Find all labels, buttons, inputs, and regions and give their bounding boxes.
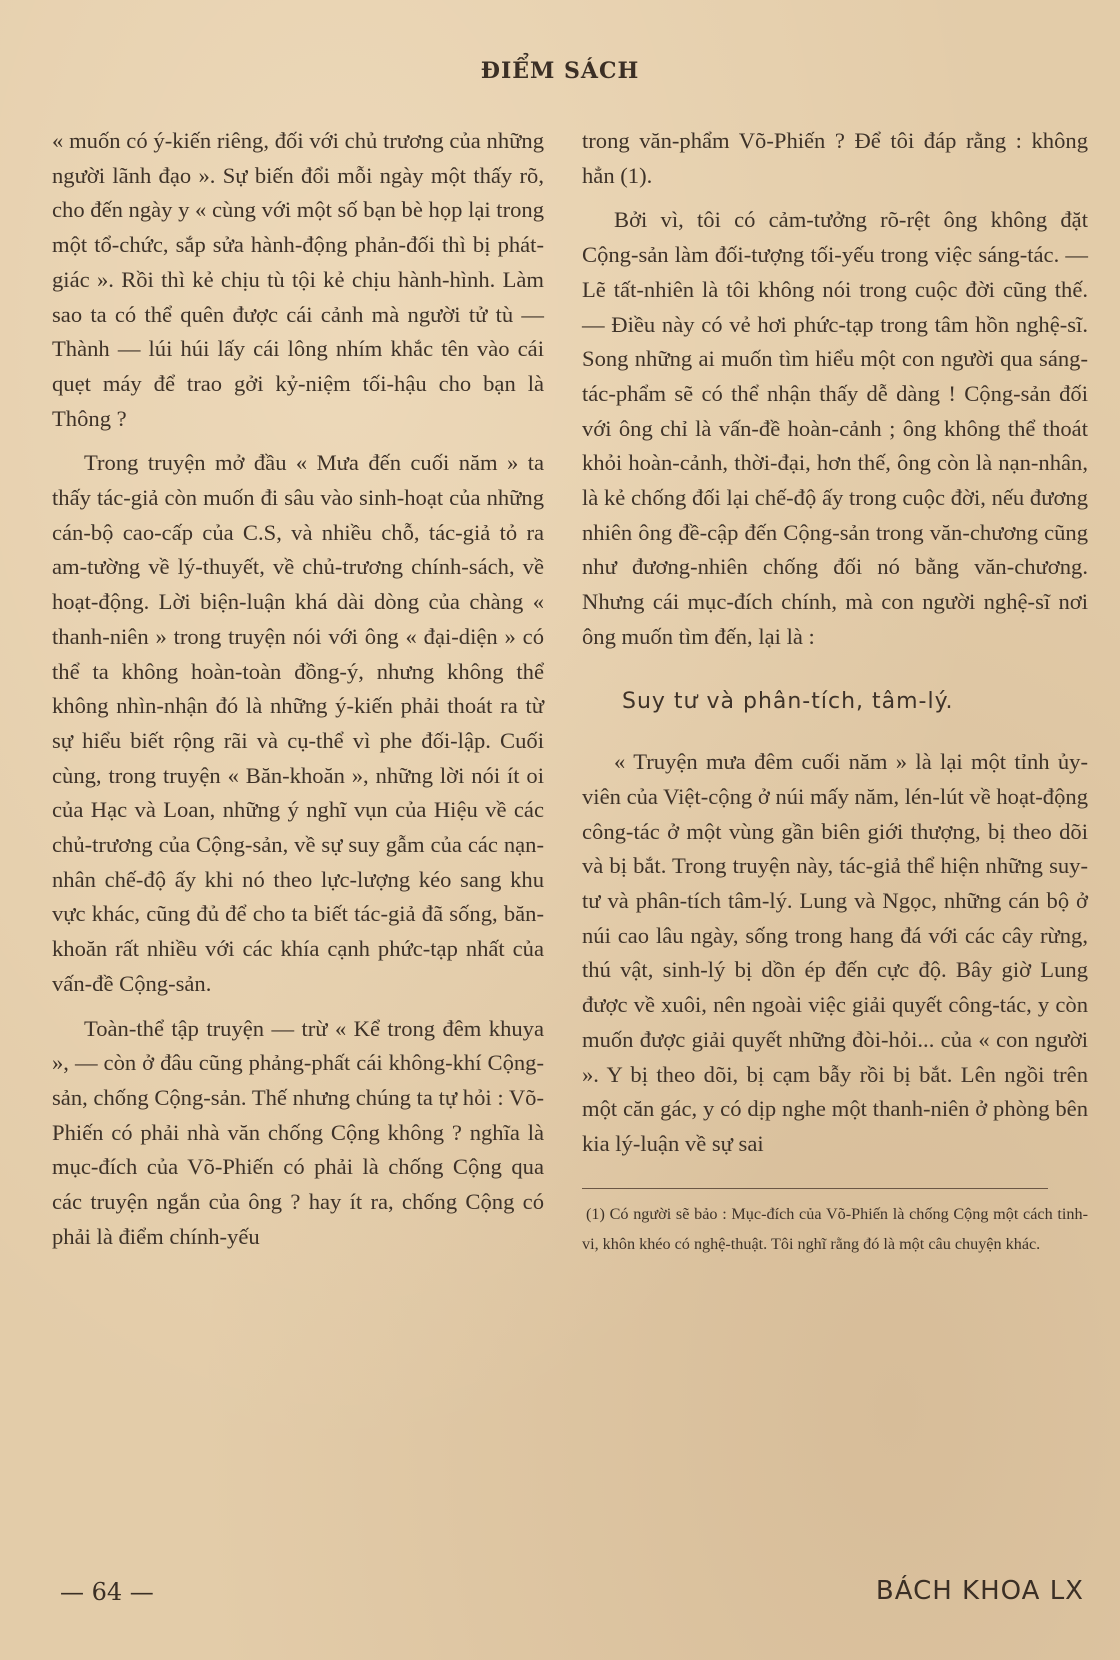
left-paragraph-3: Toàn-thể tập truyện — trừ « Kể trong đêm khuya », — còn ở đâu cũng phảng-phất cái không-khí Cộng-sản, chống Cộng-sản. Thế nhưng chúng ta tự hỏi : Võ-Phiến có phải nhà văn chống Cộng không ? nghĩa là mục-đích của Võ-Phiến có phải là chống Cộng qua các truyện ngắn của ông ? hay ít ra, chống Cộng có phải là điểm chính-yếu <box>52 1015 544 1249</box>
running-head: ĐIỂM SÁCH <box>480 58 640 84</box>
right-column <box>582 124 1088 1259</box>
left-paragraph-1: « muốn có ý-kiến riêng, đối với chủ trương của những người lãnh đạo ». Sự biến đổi mỗi ngày một thấy rõ, cho đến ngày y « cùng với một số bạn bè họp lại trong một tổ-chức, sắp sửa hành-động phản-đối thì bị phát-giác ». Rồi thì kẻ chịu tù tội kẻ chịu hành-hình. Làm sao ta có thể quên được cái cảnh mà người tử tù — Thành — lúi húi lấy cái lông nhím khắc tên vào cái quẹt máy để trao gởi kỷ-niệm tối-hậu cho bạn là Thông ? <box>52 128 544 431</box>
footnote: (1) Có người sẽ bảo : Mục-đích của Võ-Phiến là chống Cộng một cách tinh-vi, khôn khéo có nghệ-thuật. Tôi nghĩ rằng đó là một câu chuyện khác. <box>582 1204 1088 1253</box>
section-heading: Suy tư và phân-tích, tâm-lý. <box>622 688 954 714</box>
right-paragraph-3: « Truyện mưa đêm cuối năm » là lại một tỉnh ủy-viên của Việt-cộng ở núi mấy năm, lén-lút về hoạt-động công-tác ở một vùng gần biên giới thượng, bị theo dõi và bị bắt. Trong truyện này, tác-giả thể hiện những suy-tư và phân-tích tâm-lý. Lung và Ngọc, những cán bộ ở núi cao lâu ngày, sống trong hang đá với các cây rừng, thú vật, sinh-lý bị dồn ép đến cực độ. Bây giờ Lung được về xuôi, nên ngoài việc giải quyết công-tác, y còn muốn được giải quyết những đòi-hỏi... của « con người ». Y bị theo dõi, bị cạm bẫy rồi bị bắt. Lên ngồi trên một căn gác, y có dịp nghe một thanh-niên ở phòng bên kia lý-luận về sự sai <box>582 749 1088 1156</box>
magazine-title: BÁCH KHOA LX <box>875 1576 1084 1606</box>
footnote-divider <box>582 1188 1048 1189</box>
right-paragraph-2: Bởi vì, tôi có cảm-tưởng rõ-rệt ông không đặt Cộng-sản làm đối-tượng tối-yếu trong việc sáng-tác. — Lẽ tất-nhiên là tôi không nói trong cuộc đời cũng thế. — Điều này có vẻ hơi phức-tạp trong tâm hồn nghệ-sĩ. Song những ai muốn tìm hiểu một con người qua sáng-tác-phẩm sẽ có thể nhận thấy dễ dàng ! Cộng-sản đối với ông chỉ là vấn-đề hoàn-cảnh ; ông không thể thoát khỏi hoàn-cảnh, thời-đại, hơn thế, ông còn là nạn-nhân, là kẻ chống đối lại chế-độ ấy trong cuộc đời, nếu đương nhiên ông đề-cập đến Cộng-sản trong văn-chương cũng như đương-nhiên chống đối nó bằng văn-chương. Nhưng cái mục-đích chính, mà con người nghệ-sĩ nơi ông muốn tìm đến, lại là : <box>582 207 1088 649</box>
right-paragraph-1: trong văn-phẩm Võ-Phiến ? Để tôi đáp rằng : không hẳn (1). <box>582 128 1088 188</box>
left-column <box>52 124 544 1255</box>
left-paragraph-2: Trong truyện mở đầu « Mưa đến cuối năm » ta thấy tác-giả còn muốn đi sâu vào sinh-hoạt của những cán-bộ cao-cấp của C.S, và nhiều chỗ, tác-giả tỏ ra am-tường về lý-thuyết, về chủ-trương chính-sách, về hoạt-động. Lời biện-luận khá dài dòng của chàng « thanh-niên » trong truyện nói với ông « đại-diện » có thể ta không hoàn-toàn đồng-ý, nhưng không thể không nhìn-nhận đó là những ý-kiến phải thoát ra từ sự hiểu biết rộng rãi và cụ-thể vì phe đối-lập. Cuối cùng, trong truyện « Băn-khoăn », những lời nói ít oi của Hạc và Loan, những ý nghĩ vụn của Hiệu về các chủ-trương của Cộng-sản, về sự suy gẫm của các nạn-nhân chế-độ ấy khi nó theo lực-lượng kéo sang khu vực khác, cũng đủ để cho ta biết tác-giả đã sống, băn-khoăn rất nhiều với các khía cạnh phức-tạp nhất của vấn-đề Cộng-sản. <box>52 450 544 996</box>
page-number: — 64 — <box>60 1578 154 1606</box>
